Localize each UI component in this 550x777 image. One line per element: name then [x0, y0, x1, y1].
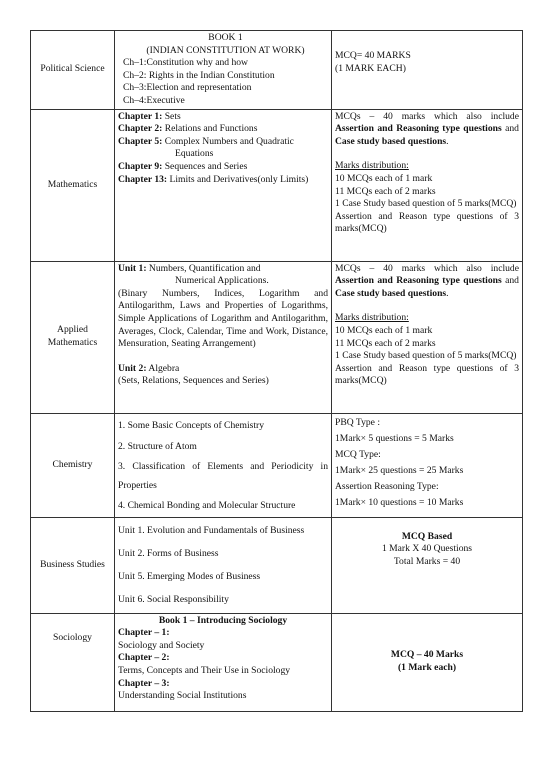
chapter-item: Chapter 1: Sets [118, 110, 181, 122]
topic-item: 1. Some Basic Concepts of Chemistry [118, 419, 265, 431]
row-sociology [31, 613, 523, 711]
marks-line: PBQ Type : [335, 416, 380, 428]
marks-cell [332, 413, 523, 517]
syllabus-cell [115, 31, 332, 110]
subject-name: Mathematics [47, 178, 98, 190]
book-title: BOOK 1 [208, 32, 243, 43]
syllabus-cell [115, 413, 332, 517]
marks-line: (1 Mark each) [397, 662, 457, 674]
row-business-studies [31, 517, 523, 613]
row-applied-mathematics [31, 261, 523, 413]
marks-cell [332, 517, 523, 613]
subject-cell [31, 31, 115, 110]
subject-name: Chemistry [52, 458, 93, 470]
marks-title: MCQ Based [401, 530, 453, 542]
distribution-line: 11 MCQs each of 2 marks [335, 337, 436, 349]
unit-detail: (Sets, Relations, Sequences and Series) [118, 375, 269, 387]
syllabus-table [30, 30, 523, 712]
chapter-label: Chapter – 3: [118, 677, 170, 689]
marks-line: (1 MARK EACH) [335, 62, 406, 74]
distribution-line: 11 MCQs each of 2 marks [335, 185, 436, 197]
syllabus-cell [115, 109, 332, 261]
marks-line: Total Marks = 40 [393, 555, 461, 567]
chapter-text: Understanding Social Institutions [118, 690, 247, 702]
chapter-label: Chapter – 2: [118, 652, 170, 664]
marks-line: 1Mark× 10 questions = 10 Marks [335, 496, 464, 508]
chapter-text: Sociology and Society [118, 639, 205, 651]
unit-item: Unit 1: Numbers, Quantification and [118, 262, 261, 274]
unit-item: Unit 2. Forms of Business [118, 547, 219, 559]
unit-item: Unit 5. Emerging Modes of Business [118, 570, 261, 582]
unit-item: Unit 2: Algebra [118, 362, 180, 374]
marks-line: 1Mark× 5 questions = 5 Marks [335, 432, 454, 444]
book-title: Book 1 – Introducing Sociology [158, 614, 288, 626]
topic-item: 3. Classification of Elements and Periodicity in Properties [118, 460, 328, 491]
chapter-item: Chapter 5: Complex Numbers and Quadratic [118, 135, 294, 147]
distribution-line: 1 Case Study based question of 5 marks(MCQ) [335, 198, 517, 210]
chapter-item: Ch–1:Constitution why and how [123, 57, 248, 69]
subject-cell [31, 613, 115, 711]
unit-continuation: Numerical Applications. [175, 275, 269, 287]
marks-line: MCQ Type: [335, 448, 381, 460]
chapter-item: Chapter 9: Sequences and Series [118, 160, 248, 172]
syllabus-cell [115, 261, 332, 413]
distribution-title: Marks distribution: [335, 312, 409, 324]
marks-line: MCQ= 40 MARKS [335, 50, 411, 62]
distribution-line: 10 MCQs each of 1 mark [335, 324, 433, 336]
syllabus-cell [115, 517, 332, 613]
marks-line: 1 Mark X 40 Questions [381, 543, 473, 555]
row-political-science [31, 31, 523, 110]
subject-cell [31, 109, 115, 261]
book-subtitle: (INDIAN CONSTITUTION AT WORK) [146, 44, 305, 56]
marks-description: MCQs – 40 marks which also include Assertion and Reasoning type questions and Case study based questions. [335, 110, 519, 147]
subject-cell [31, 413, 115, 517]
distribution-line: Assertion and Reason type questions of 3 marks(MCQ) [335, 362, 519, 387]
marks-cell [332, 261, 523, 413]
marks-cell [332, 109, 523, 261]
marks-line: 1Mark× 25 questions = 25 Marks [335, 464, 464, 476]
unit-detail: (Binary Numbers, Indices, Logarithm and Antilogarithm, Laws and Properties of Logarithms, Simple Applications of Logarithm and Antilogarithm, Averages, Clock, Calendar, Time and Work, Distance, Mensuration, Seating Arrangement) [118, 287, 328, 350]
chapter-label: Chapter – 1: [118, 627, 170, 639]
chapter-item: Ch–2: Rights in the Indian Constitution [123, 69, 275, 81]
topic-item: 4. Chemical Bonding and Molecular Structure [118, 499, 296, 511]
chapter-continuation: Equations [175, 148, 214, 160]
row-mathematics [31, 109, 523, 261]
marks-description: MCQs – 40 marks which also include Assertion and Reasoning type questions and Case study based questions. [335, 262, 519, 299]
topic-item: 2. Structure of Atom [118, 440, 197, 452]
subject-name: Business Studies [40, 558, 105, 570]
subject-cell [31, 261, 115, 413]
distribution-line: 1 Case Study based question of 5 marks(MCQ) [335, 350, 517, 362]
distribution-title: Marks distribution: [335, 160, 409, 172]
chapter-item: Ch–3:Election and representation [123, 82, 252, 94]
distribution-line: 10 MCQs each of 1 mark [335, 172, 433, 184]
chapter-item: Chapter 13: Limits and Derivatives(only Limits) [118, 173, 309, 185]
subject-name: Sociology [53, 631, 92, 643]
chapter-text: Terms, Concepts and Their Use in Sociology [118, 664, 291, 676]
distribution-line: Assertion and Reason type questions of 3 marks(MCQ) [335, 210, 519, 235]
chapter-item: Ch–4:Executive [123, 94, 185, 106]
unit-item: Unit 1. Evolution and Fundamentals of Business [118, 524, 305, 536]
unit-item: Unit 6. Social Responsibility [118, 593, 229, 605]
subject-name: Political Science [40, 63, 105, 75]
subject-name: Applied [57, 324, 88, 336]
marks-cell [332, 31, 523, 110]
chapter-item: Chapter 2: Relations and Functions [118, 123, 258, 135]
marks-line: Assertion Reasoning Type: [335, 480, 439, 492]
marks-cell [332, 613, 523, 711]
row-chemistry [31, 413, 523, 517]
syllabus-cell [115, 613, 332, 711]
subject-cell [31, 517, 115, 613]
subject-name: Mathematics [47, 337, 98, 349]
marks-line: MCQ – 40 Marks [390, 649, 464, 661]
